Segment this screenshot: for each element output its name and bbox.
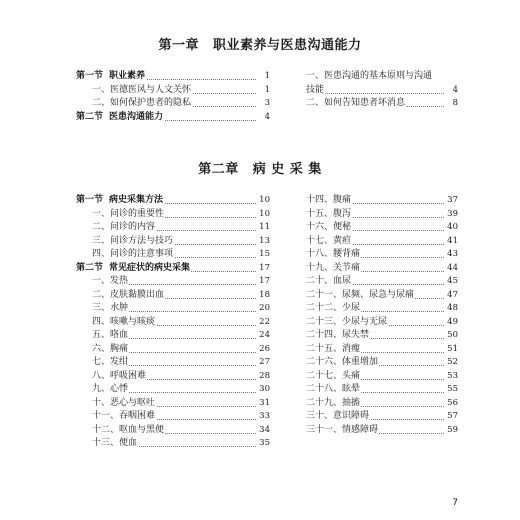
toc-entry-label (306, 424, 379, 438)
toc-entry[interactable] (76, 84, 270, 98)
toc-entry-text: 技能 (306, 84, 325, 95)
toc-page-number: 4 (263, 111, 270, 125)
chapter1-left-column (76, 70, 270, 124)
toc-entry-text: 四、咳嗽与咳痰 (92, 316, 156, 327)
toc-page-number: 8 (451, 97, 458, 111)
toc-entry-text: 二、如何保护患者的隐私 (92, 98, 192, 108)
toc-entry-label (92, 208, 165, 222)
toc-entry[interactable] (76, 235, 270, 249)
toc-page-number: 49 (445, 316, 458, 330)
toc-page-number: 48 (445, 302, 458, 316)
toc-page-number: 34 (257, 424, 270, 438)
chapter1-title: 职业素养与医患沟通能力 (213, 38, 362, 53)
toc-entry[interactable] (290, 70, 458, 84)
toc-entry[interactable] (290, 383, 458, 397)
toc-entry[interactable] (290, 356, 458, 370)
toc-entry-label (92, 356, 129, 370)
toc-entry-text: 医患沟通能力 (109, 111, 164, 122)
toc-page-number: 13 (257, 235, 270, 249)
toc-entry[interactable] (76, 248, 270, 262)
toc-page-number: 44 (445, 262, 458, 276)
toc-page-number: 22 (257, 316, 270, 330)
toc-entry[interactable] (290, 194, 458, 208)
toc-entry-label (76, 111, 164, 125)
toc-entry-label (306, 208, 352, 222)
toc-section-number: 第二节 (76, 262, 104, 273)
toc-entry-label (306, 194, 352, 208)
toc-entry[interactable] (290, 221, 458, 235)
toc-page-number: 43 (445, 248, 458, 262)
toc-entry[interactable] (290, 248, 458, 262)
toc-entry-label (306, 410, 370, 424)
toc-entry-text: 二十二、少尿 (306, 303, 361, 313)
toc-entry-label (92, 316, 156, 330)
toc-entry-text: 二、问诊的内容 (92, 222, 156, 232)
toc-entry-text: 一、医患沟通的基本原则与沟通 (306, 71, 433, 81)
toc-entry-label (306, 221, 352, 235)
toc-entry[interactable] (290, 208, 458, 222)
toc-leader-dots (306, 84, 444, 94)
toc-entry-label (306, 316, 388, 330)
toc-page-number: 51 (445, 343, 458, 357)
chapter1-heading (0, 34, 520, 53)
chapter1-number: 第一章 (158, 38, 199, 53)
toc-page-number: 57 (445, 410, 458, 424)
toc-entry-label (92, 248, 174, 262)
toc-page-number: 30 (257, 383, 270, 397)
toc-page-number: 11 (257, 221, 270, 235)
toc-entry-text: 二十九、抽搐 (306, 397, 361, 408)
toc-page-number: 31 (257, 397, 270, 411)
toc-page-number: 17 (257, 262, 270, 276)
toc-entry-text: 二、皮肤黏膜出血 (92, 289, 165, 300)
toc-page-number: 17 (257, 275, 270, 289)
toc-section-entry[interactable] (76, 194, 270, 208)
toc-section-entry[interactable] (76, 262, 270, 276)
toc-page-number: 53 (445, 370, 458, 384)
toc-page-number: 3 (263, 97, 270, 111)
toc-entry-text: 十二、呕血与黑便 (92, 424, 165, 435)
toc-section-number: 第一节 (76, 71, 104, 81)
toc-entry-text: 七、发绀 (92, 357, 129, 367)
chapter2-heading (0, 158, 520, 177)
toc-entry[interactable] (76, 316, 270, 330)
toc-entry-text: 一、医德医风与人文关怀 (92, 84, 192, 95)
toc-entry-text: 二十、血尿 (306, 276, 352, 286)
toc-entry-label (92, 397, 156, 411)
toc-page-number: 18 (257, 289, 270, 303)
toc-entry[interactable] (290, 316, 458, 330)
toc-page-number: 59 (445, 424, 458, 438)
toc-entry-text: 十四、腹痛 (306, 195, 352, 205)
toc-entry-text: 十九、关节痛 (306, 262, 361, 273)
toc-page-number: 20 (257, 302, 270, 316)
toc-entry-text: 十、恶心与呕吐 (92, 397, 156, 408)
toc-entry[interactable] (76, 356, 270, 370)
chapter2-right-column (290, 194, 458, 437)
toc-entry-text: 十一、吞咽困难 (92, 411, 156, 421)
toc-entry-label (306, 397, 361, 411)
toc-entry[interactable] (76, 208, 270, 222)
toc-page-number: 24 (257, 329, 270, 343)
toc-entry-text: 病史采集方法 (109, 195, 164, 205)
toc-entry-text: 一、发热 (92, 276, 129, 286)
toc-entry-text: 一、问诊的重要性 (92, 208, 165, 219)
toc-entry-label (92, 302, 129, 316)
toc-entry[interactable] (76, 410, 270, 424)
toc-entry-label (306, 302, 361, 316)
toc-entry-label (92, 84, 192, 98)
toc-entry-text: 二十六、体重增加 (306, 357, 379, 367)
toc-section-number: 第二节 (76, 111, 104, 122)
toc-entry-label (92, 343, 129, 357)
toc-entry-label (92, 235, 174, 249)
toc-entry[interactable] (76, 343, 270, 357)
toc-page-number: 45 (445, 275, 458, 289)
toc-entry-label (92, 329, 129, 343)
toc-entry-text: 三、问诊方法与技巧 (92, 235, 174, 246)
toc-entry[interactable] (76, 437, 270, 451)
toc-entry[interactable] (76, 329, 270, 343)
toc-page-number: 28 (257, 370, 270, 384)
toc-entry-label (306, 289, 415, 303)
toc-page-number: 33 (257, 410, 270, 424)
toc-entry-text: 四、问诊的注意事项 (92, 249, 174, 259)
toc-entry-text: 九、心悸 (92, 384, 129, 394)
toc-entry-text: 三、水肿 (92, 303, 129, 313)
toc-entry[interactable] (290, 275, 458, 289)
toc-entry[interactable] (290, 397, 458, 411)
chapter1-right-column (290, 70, 458, 111)
toc-entry-label (76, 262, 191, 276)
toc-entry-label (306, 235, 352, 249)
toc-entry-label (92, 289, 165, 303)
toc-section-number: 第一节 (76, 195, 104, 205)
toc-entry-text: 二、如何告知患者坏消息 (306, 98, 406, 108)
toc-entry[interactable] (290, 235, 458, 249)
toc-entry-text: 六、胸痛 (92, 343, 129, 354)
toc-page-number: 37 (445, 194, 458, 208)
toc-entry[interactable] (290, 289, 458, 303)
toc-entry-text: 十七、黄疸 (306, 235, 352, 246)
toc-page-number: 10 (257, 194, 270, 208)
toc-entry-label (306, 329, 370, 343)
toc-page-number: 26 (257, 343, 270, 357)
toc-entry[interactable] (290, 84, 458, 98)
toc-entry-text: 八、呼吸困难 (92, 370, 147, 381)
toc-section-entry[interactable] (76, 70, 270, 84)
toc-entry-label (76, 194, 164, 208)
page-number: 7 (452, 498, 458, 508)
toc-entry-text: 十八、腰背痛 (306, 249, 361, 259)
toc-entry-label (306, 262, 361, 276)
toc-page-number: 55 (445, 383, 458, 397)
toc-entry-text: 十三、便血 (92, 438, 138, 448)
toc-entry-label (92, 437, 138, 451)
toc-entry-label (92, 370, 147, 384)
toc-page-number: 4 (451, 84, 458, 98)
toc-entry-label (306, 248, 361, 262)
toc-entry[interactable] (76, 302, 270, 316)
toc-entry-label (92, 410, 156, 424)
toc-entry-label (306, 97, 406, 111)
toc-page-number: 52 (445, 356, 458, 370)
toc-section-entry[interactable] (76, 111, 270, 125)
toc-entry-text: 二十七、头痛 (306, 370, 361, 381)
toc-entry-label (92, 275, 129, 289)
chapter2-number: 第二章 (198, 162, 239, 177)
toc-entry-label (306, 370, 361, 384)
toc-entry[interactable] (290, 97, 458, 111)
toc-entry-label (306, 343, 361, 357)
toc-page-number: 1 (263, 84, 270, 98)
toc-entry[interactable] (76, 383, 270, 397)
toc-entry[interactable] (290, 343, 458, 357)
toc-entry-text: 十五、腹泻 (306, 208, 352, 219)
toc-page-number: 47 (445, 289, 458, 303)
toc-entry-label (92, 424, 165, 438)
toc-entry-label (92, 221, 156, 235)
toc-page-number: 27 (257, 356, 270, 370)
toc-entry[interactable] (290, 424, 458, 438)
toc-entry-label (306, 383, 361, 397)
chapter2-title: 病 史 采 集 (252, 162, 322, 177)
toc-entry[interactable] (76, 397, 270, 411)
toc-entry-label (306, 70, 433, 84)
toc-entry[interactable] (76, 289, 270, 303)
toc-entry-text: 二十一、尿频、尿急与尿痛 (306, 289, 415, 300)
toc-page-number: 39 (445, 208, 458, 222)
toc-entry[interactable] (290, 302, 458, 316)
toc-entry-label (92, 383, 129, 397)
toc-page-number: 1 (263, 70, 270, 84)
toc-entry-text: 三十一、情感障碍 (306, 424, 379, 435)
toc-entry-text: 职业素养 (109, 71, 146, 81)
toc-entry-text: 常见症状的病史采集 (109, 262, 191, 273)
toc-entry-label (92, 97, 192, 111)
toc-entry[interactable] (290, 262, 458, 276)
toc-entry-text: 二十四、尿失禁 (306, 330, 370, 340)
toc-entry-label (306, 356, 379, 370)
toc-entry-text: 三十、意识障碍 (306, 411, 370, 421)
toc-entry-label (306, 275, 352, 289)
toc-entry[interactable] (290, 329, 458, 343)
toc-entry-text: 五、咯血 (92, 330, 129, 340)
toc-entry-text: 十六、便秘 (306, 222, 352, 232)
chapter2-left-column (76, 194, 270, 451)
toc-page-number: 15 (257, 248, 270, 262)
toc-entry-text: 二十五、消瘦 (306, 343, 361, 354)
toc-page-number: 40 (445, 221, 458, 235)
toc-page-number: 41 (445, 235, 458, 249)
toc-entry-label (306, 84, 325, 98)
toc-entry[interactable] (76, 97, 270, 111)
toc-page-number: 35 (257, 437, 270, 451)
toc-page-number: 50 (445, 329, 458, 343)
toc-entry[interactable] (76, 275, 270, 289)
toc-entry[interactable] (76, 424, 270, 438)
toc-entry[interactable] (290, 370, 458, 384)
toc-page-number: 10 (257, 208, 270, 222)
toc-entry[interactable] (76, 370, 270, 384)
toc-entry-text: 二十八、眩晕 (306, 384, 361, 394)
toc-entry[interactable] (290, 410, 458, 424)
toc-entry-label (76, 70, 146, 84)
toc-entry[interactable] (76, 221, 270, 235)
toc-page-number: 56 (445, 397, 458, 411)
toc-entry-text: 二十三、少尿与无尿 (306, 316, 388, 327)
